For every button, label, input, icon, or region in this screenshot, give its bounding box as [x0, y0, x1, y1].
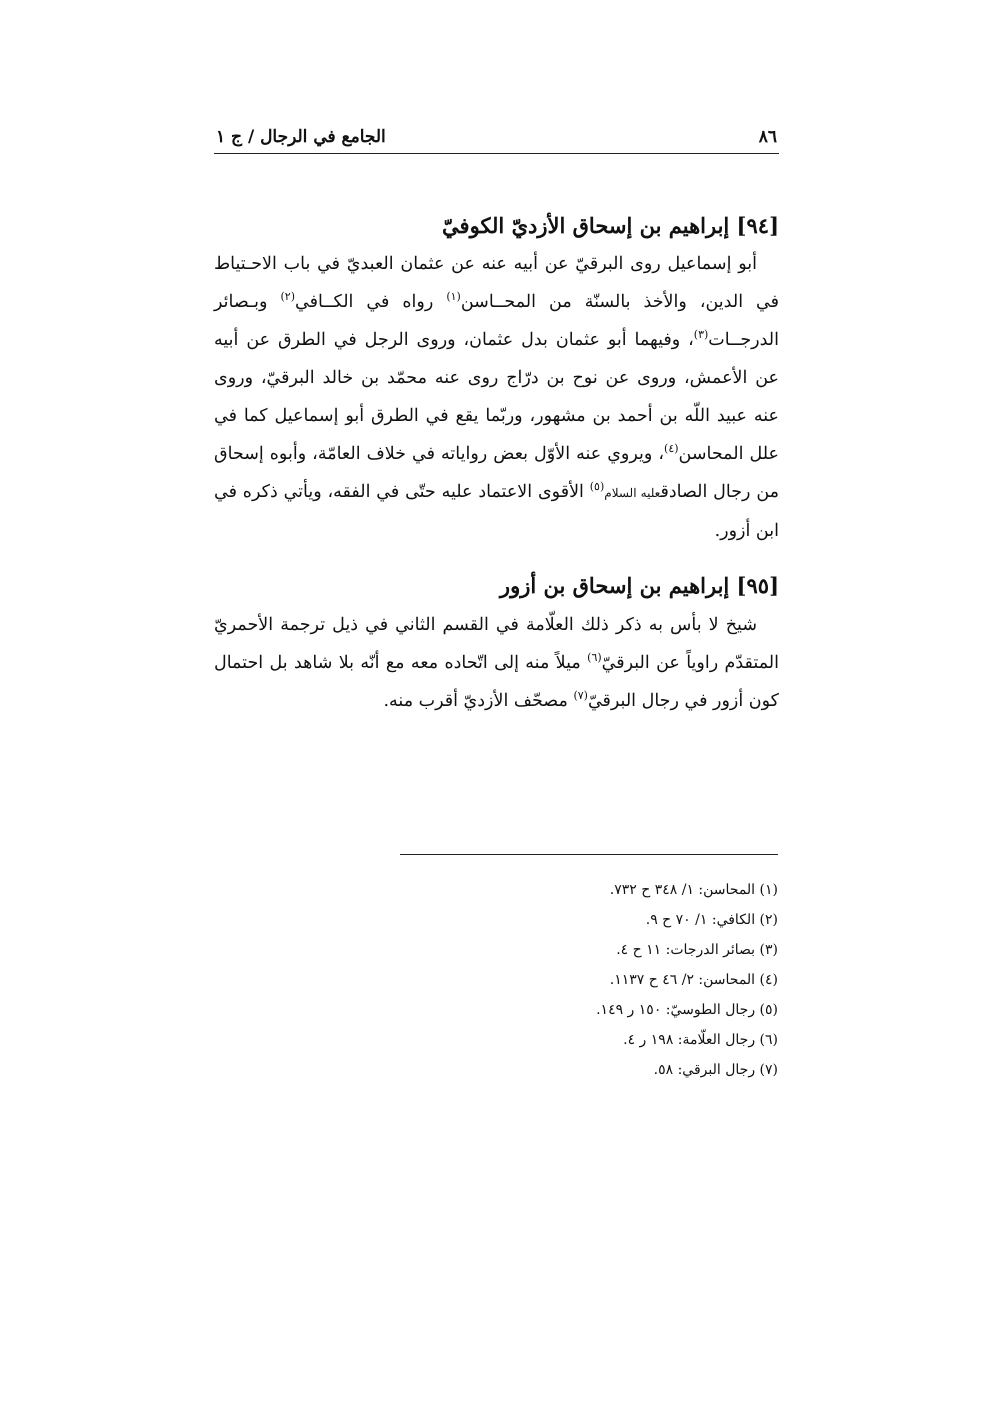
footnotes	[400, 854, 778, 1085]
entry-95-text-1: شيخ لا بأس به ذكر ذلك العلّامة في القسم الثاني في ذيل ترجمة الأحمريّ المتقدّم راوياً عن البرقيّ	[214, 614, 780, 673]
footnote-7: (٧) رجال البرقي: ٥٨.	[653, 1062, 778, 1078]
salutation-glyph: عليه السلام	[604, 486, 661, 501]
page-header	[214, 118, 779, 154]
footnote-ref-1[interactable]: (١)	[446, 290, 461, 304]
footnote-ref-4[interactable]: (٤)	[664, 442, 679, 456]
running-title: الجامع في الرجال / ج ١	[216, 127, 386, 147]
footnote-2: (٢) الكافي: ١/ ٧٠ ح ٩.	[645, 912, 778, 928]
footnote-ref-5[interactable]: (٥)	[589, 480, 605, 494]
page-number: ٨٦	[758, 127, 777, 147]
entry-body-95	[214, 606, 779, 720]
entry-95-text-3: مصحّف الأزديّ أقرب منه.	[383, 690, 574, 711]
entry-body-94	[214, 245, 779, 550]
footnote-5: (٥) رجال الطوسيّ: ١٥٠ ر ١٤٩.	[596, 1002, 778, 1018]
footnote-4: (٤) المحاسن: ٢/ ٤٦ ح ١١٣٧.	[609, 972, 778, 988]
entry-94-text-3: وبـصائر الدرجــات	[214, 292, 779, 351]
footnote-3: (٣) بصائر الدرجات: ١١ ح ٤.	[616, 942, 778, 958]
footnote-1: (١) المحاسن: ١/ ٣٤٨ ح ٧٣٢.	[609, 882, 778, 898]
entry-94-text-4: ، وفيهما أبو عثمان بدل عثمان، وروى الرجل في الطرق عن أبيه عن الأعمش، وروى عن نوح بن درّاج روى عنه محمّد بن خالد البرقيّ، وروى عنه عبيد اللّه بن أحمد بن مشهور، وربّما يقع في الطرق أبو إسماعيل كما في علل المحاسن	[214, 330, 779, 465]
entry-95-text-2: ميلاً منه إلى اتّحاده معه مع أنّه بلا شاهد بل احتمال كون أزور في رجال البرقيّ	[214, 652, 779, 711]
entry-94-text-1: أبو إسماعيل روى البرقيّ عن أبيه عنه عن عثمان العبديّ في باب الاحـتياط في الدين، والأخذ بالسنّة من المحــاسن	[214, 254, 780, 313]
entry-94-text-5: ، ويروي عنه الأوّل بعض رواياته في خلاف العامّة، وأبوه إسحاق من رجال الصادق	[214, 444, 780, 503]
footnote-ref-2[interactable]: (٢)	[280, 290, 296, 304]
entry-title-95: [٩٥] إبراهيم بن إسحاق بن أزور	[499, 573, 779, 599]
footnote-ref-3[interactable]: (٣)	[693, 328, 709, 342]
entry-title-94: [٩٤] إبراهيم بن إسحاق الأزديّ الكوفيّ	[442, 213, 779, 238]
page	[214, 118, 779, 720]
entry-94-text-6: الأقوى الاعتماد عليه حتّى في الفقه، ويأتي ذكره في ابن أزور.	[214, 482, 779, 542]
footnote-ref-7[interactable]: (٧)	[573, 688, 588, 702]
footnote-6: (٦) رجال العلّامة: ١٩٨ ر ٤.	[623, 1032, 778, 1048]
entry-94-text-2: رواه في الكــافي	[295, 292, 447, 313]
footnote-ref-6[interactable]: (٦)	[587, 650, 602, 664]
